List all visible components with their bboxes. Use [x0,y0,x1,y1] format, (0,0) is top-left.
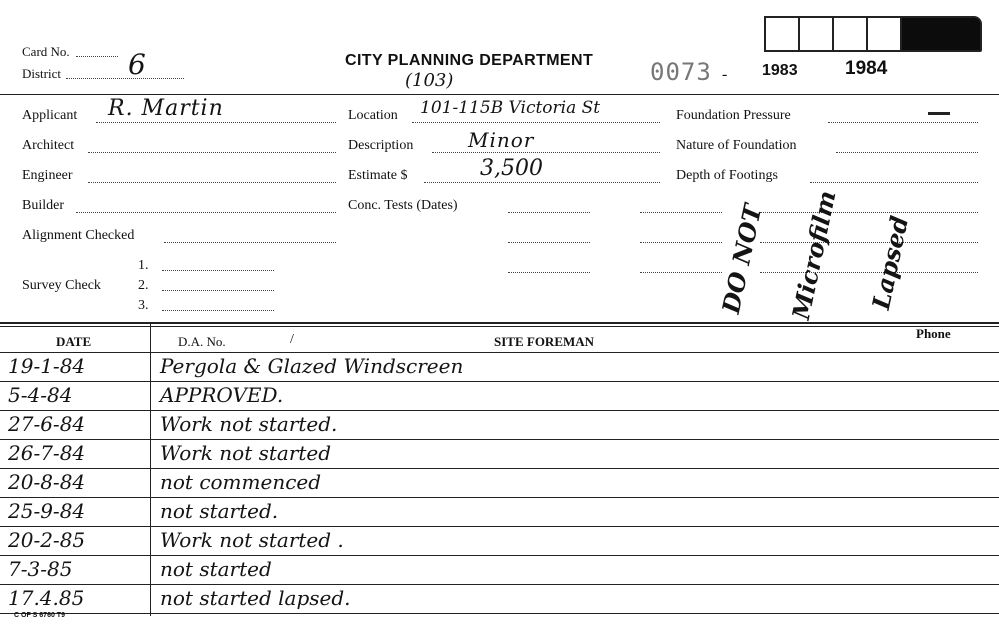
estimate-value: 3,500 [480,156,543,181]
year-box [866,16,902,52]
year-box [764,16,800,52]
conc-line [508,212,590,213]
row-note: Work not started. [160,412,338,436]
right-line [760,272,978,273]
file-number: 0073 [650,58,712,86]
year-1983: 1983 [762,62,798,79]
district-line [66,78,184,79]
row-date: 17.4.85 [8,586,85,610]
date-header: DATE [56,334,92,349]
right-line [760,242,978,243]
foundation-pressure-label: Foundation Pressure [676,108,791,123]
conc-line [508,272,590,273]
row-note: not started [160,557,272,581]
survey-1-line [162,270,274,271]
applicant-value: R. Martin [108,96,224,121]
description-value: Minor [468,128,535,152]
applicant-line [96,122,336,123]
nature-foundation-label: Nature of Foundation [676,138,797,153]
row-rule [0,381,999,382]
department-title: CITY PLANNING DEPARTMENT [345,52,594,69]
survey-3-label: 3. [138,298,149,313]
row-date: 27-6-84 [8,412,86,436]
stamp-do-not: DO NOT [716,201,768,317]
row-rule [0,613,999,614]
location-line [412,122,660,123]
district-label: District [22,66,61,81]
alignment-label: Alignment Checked [22,228,135,243]
da-slash: / [290,332,294,347]
phone-header: Phone [916,326,951,341]
survey-2-label: 2. [138,278,149,293]
conc-line [640,272,722,273]
depth-footings-label: Depth of Footings [676,168,778,183]
row-note: not commenced [160,470,322,494]
row-date: 7-3-85 [8,557,73,581]
row-note: not started lapsed. [160,586,351,610]
dash: - [722,66,728,83]
applicant-label: Applicant [22,108,78,123]
card-no-label: Card No. [22,44,70,59]
row-note: Pergola & Glazed Windscreen [160,354,464,378]
engineer-label: Engineer [22,168,73,183]
row-rule [0,555,999,556]
row-rule [0,468,999,469]
foundation-pressure-line [828,122,978,123]
year-1984: 1984 [845,58,888,79]
description-label: Description [348,138,414,153]
row-note: Work not started [160,441,332,465]
row-note: not started. [160,499,279,523]
builder-label: Builder [22,198,64,213]
conc-line [640,212,722,213]
row-date: 20-2-85 [8,528,86,552]
architect-line [88,152,336,153]
builder-line [76,212,336,213]
row-date: 19-1-84 [8,354,86,378]
row-rule [0,584,999,585]
row-note: APPROVED. [160,383,284,407]
dash-mark [928,112,950,115]
row-date: 20-8-84 [8,470,86,494]
stamp-lapsed: Lapsed [866,213,915,313]
row-rule [0,497,999,498]
estimate-label: Estimate $ [348,168,408,183]
right-line [760,212,978,213]
survey-label: Survey Check [22,278,101,293]
redacted-box [900,16,982,52]
row-date: 5-4-84 [8,383,73,407]
estimate-line [424,182,660,183]
conc-tests-label: Conc. Tests (Dates) [348,198,458,213]
department-code: (103) [405,70,454,91]
da-header: D.A. No. [178,334,226,349]
row-date: 25-9-84 [8,499,86,523]
year-box [832,16,868,52]
architect-label: Architect [22,138,75,153]
engineer-line [88,182,336,183]
date-column-divider [150,324,151,616]
alignment-line [164,242,336,243]
form-code: C OF S 6760 T9 [14,612,65,619]
year-boxes [766,16,982,52]
district-value: 6 [128,48,146,81]
conc-line [508,242,590,243]
survey-3-line [162,310,274,311]
survey-1-label: 1. [138,258,149,273]
row-note: Work not started . [160,528,344,552]
row-rule [0,439,999,440]
row-rule [0,526,999,527]
year-box [798,16,834,52]
card-no-line [76,56,118,57]
survey-2-line [162,290,274,291]
row-date: 26-7-84 [8,441,86,465]
description-line [432,152,660,153]
location-label: Location [348,108,398,123]
location-value: 101-115B Victoria St [420,98,601,118]
site-foreman-header: SITE FOREMAN [494,334,595,349]
header-divider [0,94,999,95]
conc-line [640,242,722,243]
row-rule [0,410,999,411]
stamp-microfilm: Microfilm [786,187,842,323]
